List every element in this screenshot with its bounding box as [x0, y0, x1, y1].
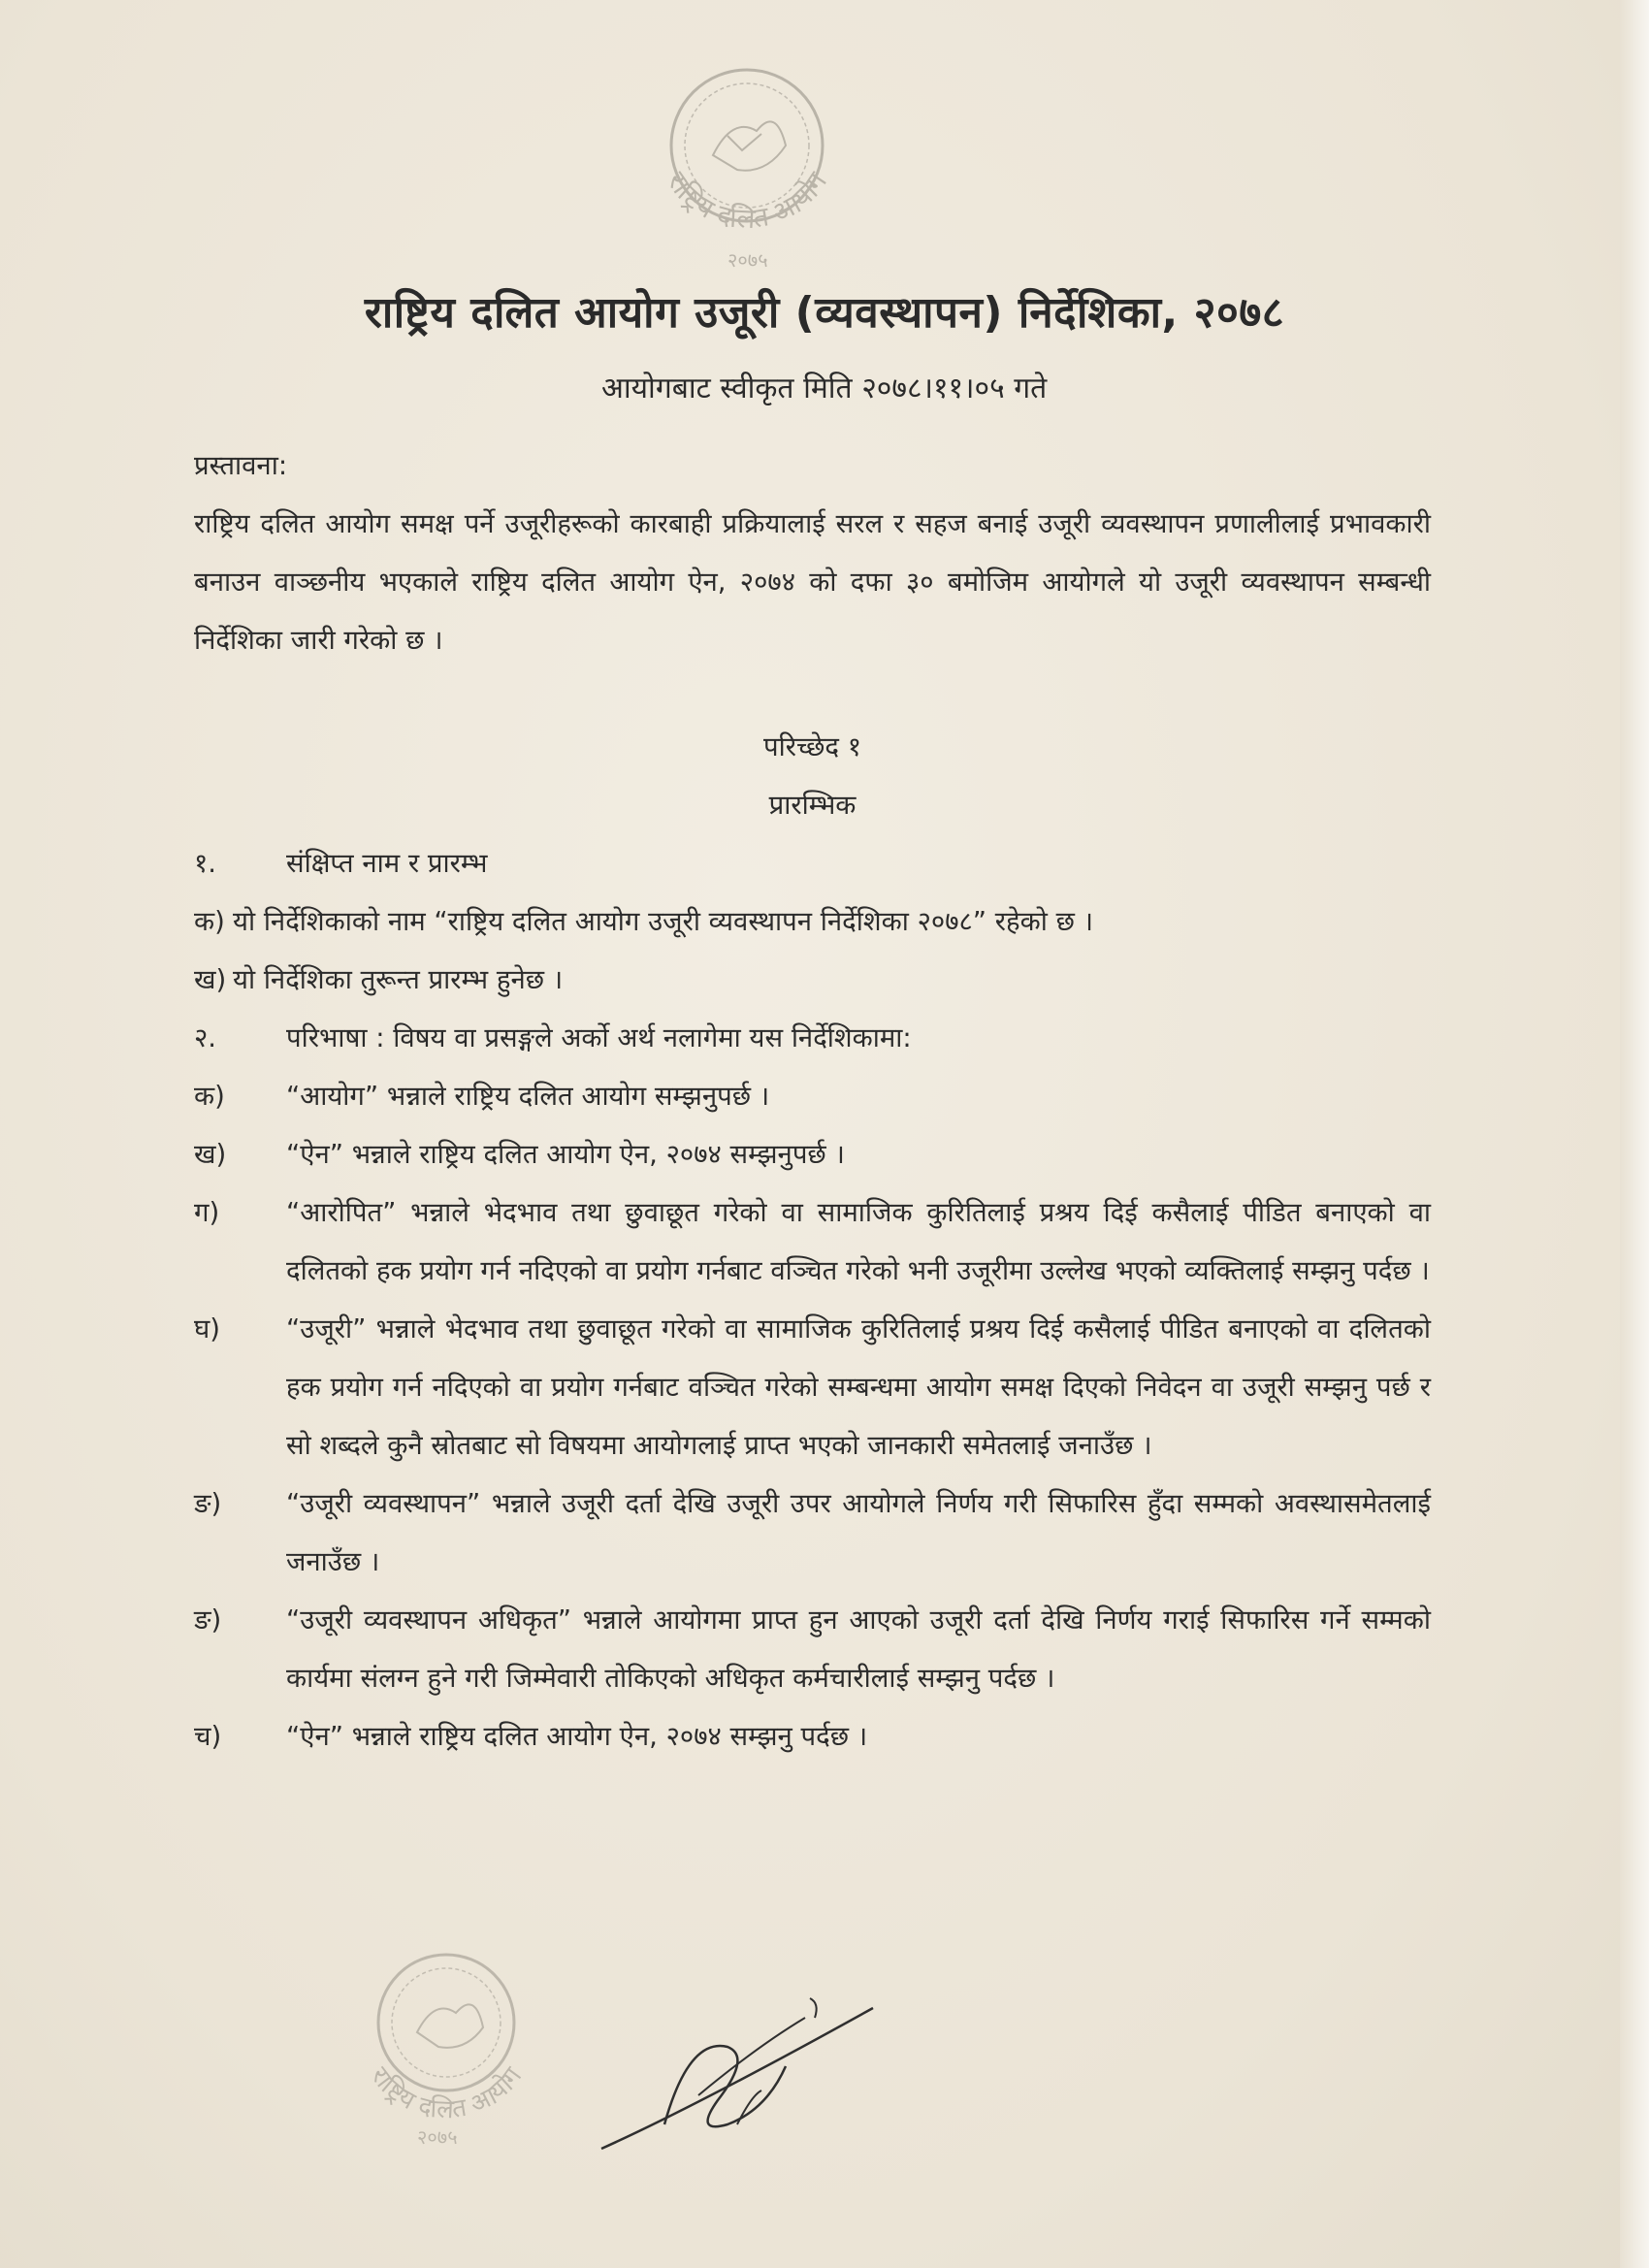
handwritten-signature	[582, 1979, 892, 2173]
item-number: च)	[194, 1721, 222, 1752]
preamble-text: राष्ट्रिय दलित आयोग समक्ष पर्ने उजूरीहरूको कारबाही प्रक्रियालाई सरल र सहज बनाई उजूरी व्यवस्थापन प्रणालीलाई प्रभावकारी बनाउन वाञ्छनीय भएकाले राष्ट्रिय दलित आयोग ऐन, २०७४ को दफा ३० बमोजिम आयोगले यो उजूरी व्यवस्थापन सम्बन्धी निर्देशिका जारी गरेको छ ।	[194, 508, 1431, 656]
approval-date: आयोगबाट स्वीकृत मिति २०७८।११।०५ गते	[601, 372, 1048, 405]
svg-text:राष्ट्रिय दलित आयोग	[661, 166, 834, 236]
definition	[194, 1067, 1431, 1125]
item-number: ख)	[194, 1139, 227, 1170]
item-number: ख)	[194, 964, 227, 995]
item-number: ङ)	[194, 1604, 222, 1636]
seal-bottom-year: २०७५	[417, 2125, 458, 2149]
clause	[194, 951, 1431, 1009]
chapter-heading: परिच्छेद १	[762, 731, 862, 762]
seal-top-year: २०७५	[728, 248, 768, 272]
item-text: “ऐन” भन्नाले राष्ट्रिय दलित आयोग ऐन, २०७४ सम्झनु पर्दछ ।	[286, 1721, 868, 1752]
item-number: २.	[194, 1022, 217, 1053]
seal-top-text: राष्ट्रिय दलित आयोग	[660, 166, 834, 236]
item-number: घ)	[194, 1313, 220, 1345]
preamble-label: प्रस्तावना:	[194, 450, 288, 481]
document-title: राष्ट्रिय दलित आयोग उजूरी (व्यवस्थापन) निर्देशिका, २०७८	[364, 288, 1285, 338]
item-text: “आरोपित” भन्नाले भेदभाव तथा छुवाछूत गरेको वा सामाजिक कुरितिलाई प्रश्रय दिई कसैलाई पीडित बनाएको वा दलितको हक प्रयोग गर्न नदिएको वा प्रयोग गर्नबाट वञ्चित गरेको भनी उजूरीमा उल्लेख भएको व्यक्तिलाई सम्झनु पर्दछ ।	[286, 1197, 1431, 1286]
definition	[194, 1125, 1431, 1183]
item-number: क)	[194, 906, 225, 937]
item-text: संक्षिप्त नाम र प्रारम्भ	[286, 848, 488, 879]
item-text: “उजूरी व्यवस्थापन अधिकृत” भन्नाले आयोगमा प्राप्त हुन आएको उजूरी दर्ता देखि निर्णय गराई सिफारिस गर्ने सम्मको कार्यमा संलग्न हुने गरी जिम्मेवारी तोकिएको अधिकृत कर्मचारीलाई सम्झनु पर्दछ ।	[286, 1604, 1431, 1694]
svg-text:राष्ट्रिय दलित आयोग	[365, 2062, 529, 2125]
item-number: १.	[194, 848, 217, 879]
item-number: ङ)	[194, 1488, 222, 1519]
item-text: “ऐन” भन्नाले राष्ट्रिय दलित आयोग ऐन, २०७४ सम्झनुपर्छ ।	[286, 1139, 845, 1170]
item-text: परिभाषा : विषय वा प्रसङ्गले अर्को अर्थ नलागेमा यस निर्देशिकामा:	[286, 1022, 912, 1053]
official-seal-bottom	[330, 1930, 582, 2183]
definition	[194, 1183, 1431, 1300]
page-edge	[1620, 0, 1649, 2268]
item-text: यो निर्देशिकाको नाम “राष्ट्रिय दलित आयोग उजूरी व्यवस्थापन निर्देशिका २०७८” रहेको छ ।	[233, 906, 1094, 937]
document-body	[194, 437, 1431, 1766]
definition	[194, 1300, 1431, 1474]
definition	[194, 1474, 1431, 1591]
item-number: ग)	[194, 1197, 220, 1228]
official-seal-top	[621, 39, 873, 291]
item-text: “उजूरी” भन्नाले भेदभाव तथा छुवाछूत गरेको वा सामाजिक कुरितिलाई प्रश्रय दिई कसैलाई पीडित बनाएको वा दलितको हक प्रयोग गर्न नदिएको वा प्रयोग गर्नबाट वञ्चित गरेको सम्बन्धमा आयोग समक्ष दिएको निवेदन वा उजूरी सम्झनु पर्छ र सो शब्दले कुनै स्रोतबाट सो विषयमा आयोगलाई प्राप्त भएको जानकारी समेतलाई जनाउँछ ।	[286, 1313, 1431, 1461]
definition	[194, 1591, 1431, 1707]
item-text: “आयोग” भन्नाले राष्ट्रिय दलित आयोग सम्झनुपर्छ ।	[286, 1081, 770, 1112]
clause	[194, 892, 1431, 951]
chapter-title: प्रारम्भिक	[768, 790, 857, 821]
item-text: “उजूरी व्यवस्थापन” भन्नाले उजूरी दर्ता देखि उजूरी उपर आयोगले निर्णय गरी सिफारिस हुँदा सम्मको अवस्थासमेतलाई जनाउँछ ।	[286, 1488, 1431, 1577]
item-text: यो निर्देशिका तुरून्त प्रारम्भ हुनेछ ।	[233, 964, 564, 995]
item-number: क)	[194, 1081, 225, 1112]
section-heading	[194, 1009, 1431, 1067]
section-heading	[194, 834, 1431, 892]
seal-bottom-text: राष्ट्रिय दलित आयोग	[364, 2061, 529, 2125]
definition	[194, 1707, 1431, 1766]
